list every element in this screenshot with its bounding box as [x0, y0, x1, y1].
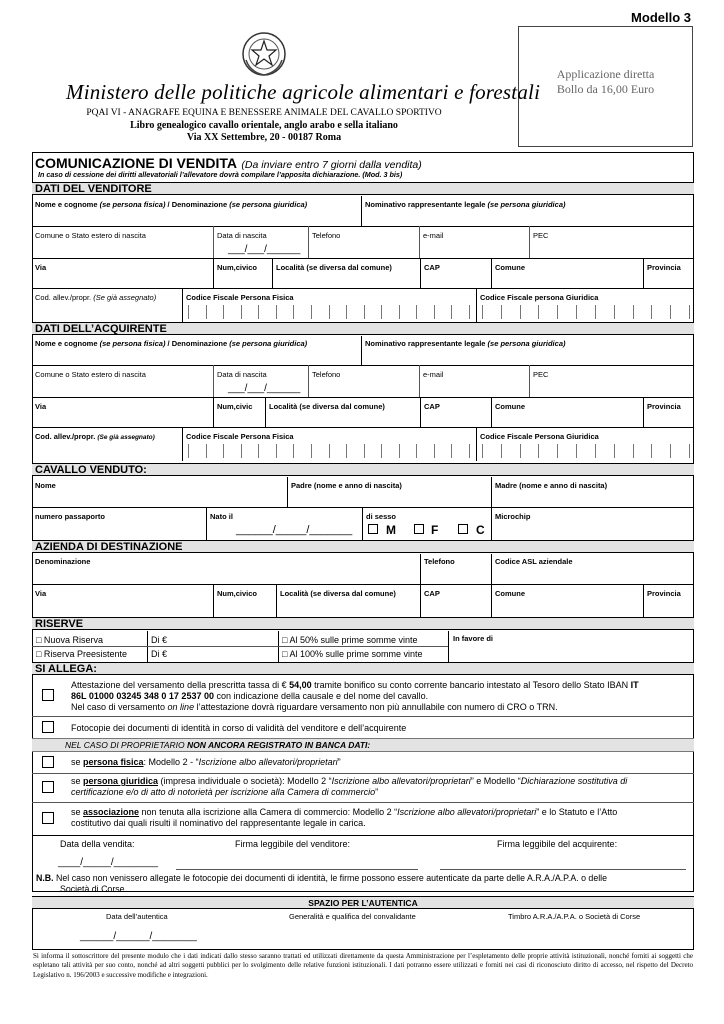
- republic-emblem-icon: [240, 30, 288, 78]
- firma-acquirente-label: Firma leggibile del acquirente:: [497, 839, 618, 849]
- title-sub: (Da inviare entro 7 giorni dalla vendita): [241, 159, 422, 171]
- cavallo-microchip: Microchip: [495, 512, 531, 521]
- venditore-comune-nascita: Comune o Stato estero di nascita: [35, 231, 146, 240]
- acquirente-cf-pg: Codice Fiscale Persona Giuridica: [480, 432, 599, 441]
- firma-acquirente-line[interactable]: [440, 869, 686, 870]
- acquirente-provincia: Provincia: [647, 402, 681, 411]
- firma-venditore-label: Firma leggibile del venditore:: [235, 839, 351, 849]
- venditore-cf-pg-grid[interactable]: [482, 305, 690, 319]
- riserva-pre-di: Di €: [151, 649, 168, 659]
- cavallo-nato-blank[interactable]: ______/_____/_______: [236, 524, 353, 536]
- allega-associazione-text: se associazione non tenuta alla iscrizione alla Camera di commercio: Modello 2 “Iscrizione albo allevatori/proprietari” e lo Statuto e l’Atto costitutivo dai quali risulti il nominativo del rappresentante legale in carica.: [71, 807, 618, 828]
- acquirente-pec: PEC: [533, 370, 549, 379]
- title-note: In caso di cessione dei diritti allevatoriali l’allevatore dovrà compilare l’apposita dichiarazione. (Mod. 3 bis): [38, 170, 403, 179]
- bollo-box: [518, 26, 693, 147]
- autentica-date-blank[interactable]: ______/______/________: [80, 931, 197, 942]
- section-venditore: DATI DEL VENDITORE: [32, 182, 694, 195]
- section-autentica: SPAZIO PER L’AUTENTICA: [32, 897, 694, 909]
- acquirente-cod-allev: Cod. allev./propr. (Se già assegnato): [35, 432, 155, 441]
- data-vendita-blank[interactable]: ____/_____/________: [58, 857, 159, 868]
- venditore-cod-allev: Cod. allev./propr. (Se già assegnato): [35, 293, 157, 302]
- acquirente-telefono: Telefono: [312, 370, 341, 379]
- venditore-cf-pf: Codice Fiscale Persona Fisica: [186, 293, 294, 302]
- address-line: Via XX Settembre, 20 - 00187 Roma: [186, 132, 342, 143]
- venditore-cf-pg: Codice Fiscale persona Giuridica: [480, 293, 599, 302]
- cavallo-nato: Nato il: [210, 512, 233, 521]
- acquirente-cf-pg-grid[interactable]: [482, 444, 690, 458]
- venditore-rapp-label: Nominativo rappresentante legale (se persona giuridica): [365, 200, 566, 209]
- azienda-provincia: Provincia: [647, 589, 681, 598]
- venditore-comune: Comune: [495, 263, 525, 272]
- title-main: COMUNICAZIONE DI VENDITA: [35, 155, 237, 171]
- allega-attestazione-checkbox[interactable]: [42, 689, 54, 701]
- azienda-via: Via: [35, 589, 47, 598]
- acquirente-rapp-label: Nominativo rappresentante legale (se persona giuridica): [365, 339, 566, 348]
- acquirente-comune-nascita: Comune o Stato estero di nascita: [35, 370, 146, 379]
- acquirente-nome-label: Nome e cognome (se persona fisica) / Denominazione (se persona giuridica): [35, 339, 308, 348]
- allega-pf-checkbox[interactable]: [42, 756, 54, 768]
- cavallo-nome: Nome: [35, 481, 56, 490]
- venditore-data-nascita: Data di nascita: [217, 231, 267, 240]
- bollo-line2: Bollo da 16,00 Euro: [556, 82, 655, 96]
- modello-label: Modello 3: [631, 10, 691, 25]
- cavallo-madre: Madre (nome e anno di nascita): [495, 481, 608, 490]
- azienda-num: Num,civico: [217, 589, 258, 598]
- cavallo-sesso: di sesso: [366, 512, 397, 521]
- sex-f-checkbox[interactable]: [414, 524, 424, 534]
- privacy-notice: Si informa il sottoscrittore del presente modulo che i dati indicati dallo stesso saranno trattati ed utilizzati direttamente da questa Amministrazione per l’espletamento delle proprie attività istituzionali, nonché forniti ai soggetti che espletano tali attività per suo conto, nonché ad altri soggetti pubblici per lo svolgimento delle relative funzioni istituzionali. I dati potranno essere utilizzati e forniti nei casi di riconosciuto diritto di accesso, nel rispetto del Decreto Legislativo n. 196/2003 e successive modifiche e integrazioni.: [33, 952, 693, 979]
- section-azienda: AZIENDA DI DESTINAZIONE: [32, 540, 694, 553]
- acquirente-localita: Località (se diversa dal comune): [269, 402, 385, 411]
- sex-c-label: C: [476, 523, 485, 537]
- azienda-cap: CAP: [424, 589, 440, 598]
- allega-pf-text: se persona fisica: Modello 2 - “Iscrizione albo allevatori/proprietari”: [71, 757, 341, 767]
- acquirente-comune: Comune: [495, 402, 525, 411]
- nb-note: N.B. Nel caso non venissero allegate le fotocopie dei documenti di identità, le firme possono essere autenticate da parte delle A.R.A./A.P.A. o delle Società di Corse: [36, 873, 608, 894]
- venditore-cf-pf-grid[interactable]: [188, 305, 470, 319]
- nel-caso-text: NEL CASO DI PROPRIETARIO NON ANCORA REGISTRATO IN BANCA DATI:: [65, 740, 371, 750]
- sex-m-label: M: [386, 523, 396, 537]
- allega-associazione-checkbox[interactable]: [42, 812, 54, 824]
- acquirente-date-blank[interactable]: ___/___/______: [228, 383, 301, 394]
- allega-attestazione-text: Attestazione del versamento della prescritta tassa di € 54,00 tramite bonifico su conto corrente bancario intestato al Tesoro dello Stato IBAN IT 86L 01000 03245 348 0 17 2537 00 con indicazione della causale e del nome del cavallo. Nel caso di versamento on line l’attestazione dovrà riguardare versamento non più annullabile con numero di CRO o TRN.: [71, 680, 639, 712]
- allega-fotocopie-text: Fotocopie dei documenti di identità in corso di validità del venditore e dell’acquirente: [71, 723, 407, 733]
- section-cavallo: CAVALLO VENDUTO:: [32, 463, 694, 476]
- acquirente-cap: CAP: [424, 402, 440, 411]
- venditore-provincia: Provincia: [647, 263, 681, 272]
- acquirente-email: e-mail: [423, 370, 444, 379]
- venditore-email: e-mail: [423, 231, 444, 240]
- ministry-title: Ministero delle politiche agricole alimentari e forestali: [66, 80, 541, 104]
- azienda-asl: Codice ASL aziendale: [495, 557, 573, 566]
- azienda-denominazione: Denominazione: [35, 557, 91, 566]
- cavallo-passaporto: numero passaporto: [35, 512, 106, 521]
- venditore-num: Num,civico: [217, 263, 258, 272]
- acquirente-via: Via: [35, 402, 47, 411]
- venditore-via: Via: [35, 263, 47, 272]
- allega-pg-checkbox[interactable]: [42, 781, 54, 793]
- autentica-generalita: Generalità e qualifica del convalidante: [289, 912, 416, 921]
- riserva-al50[interactable]: □ Al 50% sulle prime somme vinte: [282, 635, 418, 645]
- riserva-nuova-di: Di €: [151, 635, 168, 645]
- riserva-preesistente[interactable]: □ Riserva Preesistente: [36, 649, 127, 659]
- autentica-timbro: Timbro A.R.A./A.P.A. o Società di Corse: [508, 912, 641, 921]
- dept-line: PQAI VI - ANAGRAFE EQUINA E BENESSERE ANIMALE DEL CAVALLO SPORTIVO: [86, 108, 442, 118]
- libro-line: Libro genealogico cavallo orientale, anglo arabo e sella italiano: [130, 120, 398, 131]
- azienda-comune: Comune: [495, 589, 525, 598]
- section-acquirente: DATI DELL’ACQUIRENTE: [32, 322, 694, 335]
- venditore-telefono: Telefono: [312, 231, 341, 240]
- venditore-date-blank[interactable]: ___/___/______: [228, 244, 301, 255]
- autentica-data: Data dell’autentica: [106, 912, 168, 921]
- venditore-localita: Località (se diversa dal comune): [276, 263, 392, 272]
- riserva-nuova[interactable]: □ Nuova Riserva: [36, 635, 103, 645]
- riserva-favore: In favore di: [453, 634, 494, 643]
- acquirente-cf-pf: Codice Fiscale Persona Fisica: [186, 432, 294, 441]
- venditore-nome-label: Nome e cognome (se persona fisica) / Denominazione (se persona giuridica): [35, 200, 308, 209]
- data-vendita-label: Data della vendita:: [60, 839, 135, 849]
- sex-f-label: F: [431, 523, 439, 537]
- cavallo-padre: Padre (nome e anno di nascita): [291, 481, 402, 490]
- acquirente-data-nascita: Data di nascita: [217, 370, 267, 379]
- venditore-cap: CAP: [424, 263, 440, 272]
- firma-venditore-line[interactable]: [176, 869, 418, 870]
- bollo-line1: Applicazione diretta: [556, 67, 655, 81]
- section-allega: SI ALLEGA:: [32, 662, 694, 675]
- allega-pg-text: se persona giuridica (impresa individuale o società): Modello 2 “Iscrizione albo allevatori/proprietari” e Modello “Dichiarazione sostitutiva di certificazione e/o di atto di notorietà per iscrizione alla Camera di commercio”: [71, 776, 628, 797]
- sex-c-checkbox[interactable]: [458, 524, 468, 534]
- acquirente-cf-pf-grid[interactable]: [188, 444, 470, 458]
- sex-m-checkbox[interactable]: [368, 524, 378, 534]
- venditore-pec: PEC: [533, 231, 549, 240]
- section-riserve: RISERVE: [32, 617, 694, 630]
- azienda-telefono: Telefono: [424, 557, 455, 566]
- azienda-localita: Località (se diversa dal comune): [280, 589, 396, 598]
- acquirente-num: Num,civic: [217, 402, 253, 411]
- header-address: [60, 120, 468, 144]
- allega-fotocopie-checkbox[interactable]: [42, 721, 54, 733]
- riserva-al100[interactable]: □ Al 100% sulle prime somme vinte: [282, 649, 423, 659]
